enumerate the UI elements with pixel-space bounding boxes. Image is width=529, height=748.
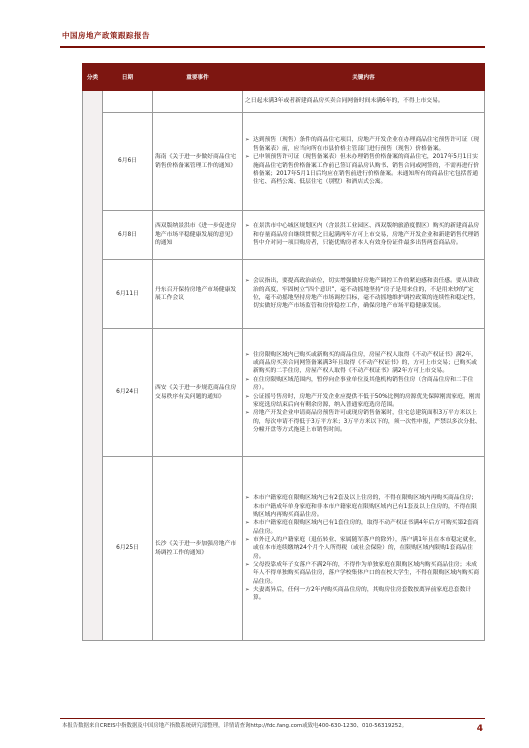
header-category: 分类 [83, 64, 103, 91]
content-cell [243, 260, 485, 329]
content-bullet-item [245, 586, 482, 603]
content-text: 父母投靠成年子女落户不满2年的，不得作为单独家庭在限购区域内购买商品住房；未成年人不得单独购买商品住房，落户学校集体户口的在校大学生，不得在限购区域内购买商品住房。 [253, 562, 480, 585]
arrow-bullet-icon: ➢ [245, 393, 250, 400]
content-bullet-item [245, 393, 482, 410]
header-event: 重要事件 [153, 64, 243, 91]
content-text: 会议指出，要提高政治站位，切实增强做好房地产调控工作的紧迫感和责任感。要从讲政治的高度，牢固树立“四个意识”，毫不动摇地坚持“房子是用来住的，不是用来炒的”定位，毫不动摇地坚持房地产市场调控目标，毫不动摇地维护调控政策的连续性和稳定性，切实做好房地产市场监管和房价稳控工作，确保房地产市场平稳健康发展。 [253, 278, 480, 310]
content-bullet-item [245, 351, 482, 376]
arrow-bullet-icon: ➢ [245, 536, 250, 543]
content-bullet-item [245, 277, 482, 310]
content-bullet-item [245, 519, 482, 536]
policy-table [82, 63, 485, 641]
arrow-bullet-icon: ➢ [245, 376, 250, 383]
arrow-bullet-icon: ➢ [245, 351, 250, 358]
table-row [83, 260, 485, 329]
date-cell-empty [103, 91, 153, 113]
content-text: 夫妻离异后，任何一方2年内购买商品住房的，其购房住房套数按离异前家庭总套数计算。 [253, 587, 472, 602]
category-cell [83, 91, 103, 641]
event-cell: 海南《关于进一步做好商品住宅销售价格备案管理工作的通知》 [153, 113, 243, 211]
arrow-bullet-icon: ➢ [245, 137, 250, 144]
content-cell [243, 211, 485, 260]
content-bullet-item [245, 561, 482, 586]
content-cell [243, 457, 485, 641]
table-row [83, 211, 485, 260]
header-rule [60, 46, 485, 48]
table-row [83, 113, 485, 211]
date-cell: 6月11日 [103, 260, 153, 329]
content-text: 公证摇号售房时，房地产开发企业应提供不低于50%比例的房源优先保障刚需家庭，刚需家庭选房结束后向有剩余房源，纳入普通家庭选房范围。 [253, 393, 481, 408]
content-text: 房地产开发企业申请商品房预售许可或现房销售备案时，住宅总建筑面积3万平方米以上的，每次申请不得低于3万平方米；3万平方米以下的，须一次性申报，严禁以多次分批、分幢开盘等方式拖延上市销售时间。 [253, 410, 481, 433]
content-text: 本市户籍家庭在限购区域内已有2套及以上住房的，不得在限购区域内再购买商品住房；本市户籍成年单身家庭和非本市户籍家庭在限购区域内已有1套及以上住房的，不得在限购区域内再购买商品住房。 [253, 495, 477, 518]
event-cell: 西双版纳景洪市《进一步促进房地产市场平稳健康发展的意见》的通知 [153, 211, 243, 260]
content-bullet-item [245, 376, 482, 393]
content-bullet-item [245, 222, 482, 247]
content-text: 达到预售（现售）条件的商品住宅项目，房地产开发企业在办理商品住宅预售许可证（现售备案表）前，应当向所在市县价格主管部门进行预售（现售）价格备案。 [253, 137, 480, 152]
content-text: 市外迁入的户籍家庭（退伍转业、家属随军落户的除外），落户满1年且在本市稳定就业，或在本市连续缴纳24个月个人所得税（或社会保险）的，在限购区域内限购1套商品住房。 [253, 536, 480, 560]
date-cell: 6月6日 [103, 113, 153, 211]
arrow-bullet-icon: ➢ [245, 587, 250, 594]
event-cell: 丹东召开保持房地产市场健康发展工作会议 [153, 260, 243, 329]
content-bullet-item [245, 136, 482, 153]
content-text: 住房限购区域内已购买或新购买的商品住房，房屋产权人取得《不动产权证书》满2年，或商品房买卖合同网签备案满3年且取得《不动产权证书》的，方可上市交易；已购买或新购买的二手住房，房屋产权人取得《不动产权证书》满2年方可上市交易。 [253, 351, 477, 375]
arrow-bullet-icon: ➢ [245, 223, 250, 230]
table-header-row [83, 64, 485, 91]
report-header-title: 中国房地产政策跟踪报告 [62, 31, 150, 40]
content-bullet-item [245, 494, 482, 519]
arrow-bullet-icon: ➢ [245, 562, 250, 569]
date-cell: 6月8日 [103, 211, 153, 260]
content-continuation: 之日起未满3年或者新建商品房买卖合同网备时间未满6年的，不得上市交易。 [243, 91, 485, 113]
content-cell [243, 113, 485, 211]
footer-rule [60, 718, 485, 719]
event-cell-empty [153, 91, 243, 113]
table-row-continuation [83, 91, 485, 113]
arrow-bullet-icon: ➢ [245, 410, 250, 417]
arrow-bullet-icon: ➢ [245, 520, 250, 527]
content-cell [243, 329, 485, 457]
header-date: 日期 [103, 64, 153, 91]
content-bullet-item [245, 153, 482, 186]
content-text: 本市户籍家庭在限购区域内已有1套住房的，取得不动产权证书满4年后方可购买第2套商品住房。 [253, 520, 479, 535]
table-row [83, 329, 485, 457]
arrow-bullet-icon: ➢ [245, 278, 250, 285]
event-cell: 长沙《关于进一步加强房地产市场调控工作的通知》 [153, 457, 243, 641]
content-text: 在景洪市中心城区规划区内（含景洪工业园区、西双版纳旅游度假区）购买的新建商品房和存量商品房自继续贯彻之日起满两年方可上市交易，房地产开发企业和新建销售代理销售中介对同一项目购房者，只能优购房者本人有效身份证件最多出售两套商品房。 [253, 223, 480, 247]
date-cell: 6月24日 [103, 329, 153, 457]
date-cell: 6月25日 [103, 457, 153, 641]
content-bullet-item [245, 409, 482, 434]
page-number: 4 [476, 724, 483, 734]
event-cell: 西安《关于进一步规范商品住房交易秩序有关问题的通知》 [153, 329, 243, 457]
content-bullet-item [245, 536, 482, 561]
arrow-bullet-icon: ➢ [245, 154, 250, 161]
footer-note: 本报告数据来自CREIS中指数据及中国房地产指数系统研究部整理，详情请查询http://fdc.fang.com或致电400-630-1230、010-56319252。 [62, 723, 408, 729]
table-row [83, 457, 485, 641]
content-text: 已申领预售许可证（现售备案表）但未办理销售价格备案的商品住宅，2017年5月1日实施商品住宅销售价格备案工作前已签订商品房认购书、销售合同或网签的，不需再进行价格备案；2017年5月1日后均应在销售前进行价格备案。未通知所有的商品住宅包括普通住宅、高档公寓、低层住宅（别墅）和酒店式公寓。 [253, 154, 480, 186]
arrow-bullet-icon: ➢ [245, 495, 250, 502]
content-text: 在住房限购区域范围内，暂停向企事业单位及其他机构销售住房（含商品住房和二手住房）。 [253, 376, 474, 392]
header-content: 关键内容 [243, 64, 485, 91]
